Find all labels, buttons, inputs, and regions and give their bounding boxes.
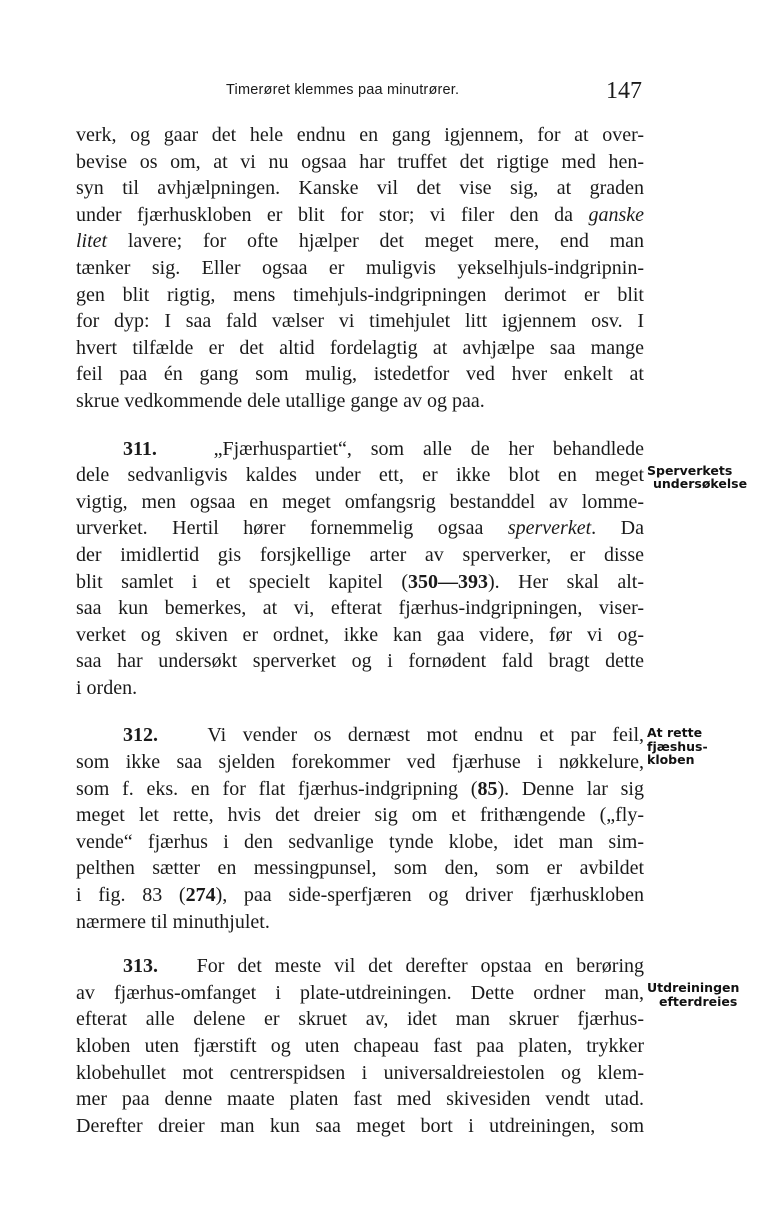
section-first-line (76, 722, 644, 749)
text-line: saa har undersøkt sperverket og i fornødent fald bragt dette (76, 650, 644, 673)
paragraph-gap (76, 701, 644, 722)
section-313 (76, 953, 740, 1139)
section-first-line-text: For det meste vil det derefter opstaa en berøring (196, 955, 645, 978)
margin-note-at-rette-fjaeshuskloben (647, 726, 708, 767)
margin-note-line: kloben (647, 752, 695, 768)
margin-note-sperverkets-undersokelse (647, 464, 747, 491)
text-line: Derefter dreier man kun saa meget bort i utdreiningen, som (76, 1114, 644, 1137)
text-line: skrue vedkommende dele utallige gange av og paa. (76, 389, 485, 412)
margin-note-line: efterdreies (659, 993, 738, 1009)
paragraph-continuation (76, 122, 644, 415)
text-line: for dyp: I saa fald vælser vi timehjulet litt igjennem osv. I (76, 310, 644, 333)
section-first-line-text: „Fjærhuspartiet“, som alle de her behandlede (213, 437, 644, 460)
section-312 (76, 722, 708, 935)
text-line: verket og skiven er ordnet, ikke kan gaa videre, før vi og- (76, 623, 644, 646)
section-first-line (76, 953, 644, 980)
text-line: av fjærhus-omfanget i plate-utdreiningen. Dette ordner man, (76, 981, 644, 1004)
margin-note-line: Sperverkets (647, 462, 733, 478)
text-line-bold-ref: blit samlet i et specielt kapitel (350—393). Her skal alt- (76, 570, 644, 593)
running-head (76, 78, 644, 108)
paragraph-gap (76, 415, 644, 436)
section-311 (76, 436, 748, 702)
body-text (76, 122, 748, 1139)
text-line: saa kun bemerkes, at vi, efterat fjærhus-indgripningen, viser- (76, 597, 644, 620)
text-line: gen blit rigtig, mens timehjuls-indgripningen derimot er blit (76, 283, 644, 306)
text-line: pelthen sætter en messingpunsel, som den, som er avbildet (76, 857, 644, 880)
text-line: dele sedvanligvis kaldes under ett, er ikke blot en meget (76, 464, 644, 487)
text-line: meget let rette, hvis det dreier sig om et frithængende („fly- (76, 804, 644, 827)
section-number: 313. (123, 955, 158, 978)
margin-note-line: Utdreiningen (647, 980, 740, 996)
text-line: syn til avhjælpningen. Kanske vil det vise sig, at graden (76, 177, 644, 200)
text-line: vende“ fjærhus i den sedvanlige tynde klobe, idet man sim- (76, 830, 644, 853)
text-line: tænker sig. Eller ogsaa er muligvis yekselhjuls-indgripnin- (76, 256, 644, 279)
running-title: Timerøret klemmes paa minutrører. (226, 82, 460, 98)
margin-note-line: fjæshus- (647, 738, 708, 754)
section-first-line-text: Vi vender os dernæst mot endnu et par feil, (207, 724, 645, 747)
text-line: hvert tilfælde er det altid fordelagtig at avhjælpe saa mange (76, 336, 644, 359)
page-number: 147 (606, 78, 642, 104)
text-line: klobehullet mot centrerspidsen i universaldreiestolen og klem- (76, 1061, 644, 1084)
text-line: bevise os om, at vi nu ogsaa har truffet det rigtige med hen- (76, 150, 644, 173)
section-number: 311. (123, 437, 157, 460)
text-line-italic-ganske: under fjærhuskloben er blit for stor; vi filer den da ganske (76, 203, 644, 226)
text-line: der imidlertid gis forsjkellige arter av sperverker, er disse (76, 543, 644, 566)
text-line: verk, og gaar det hele endnu en gang igjennem, for at over- (76, 124, 644, 146)
text-line: vigtig, men ogsaa en meget omfangsrig bestanddel av lomme- (76, 490, 644, 513)
text-line: som ikke saa sjelden forekommer ved fjærhuse i nøkkelure, (76, 751, 644, 774)
margin-note-utdreiningen-efterdreies (647, 981, 739, 1008)
text-line: nærmere til minuthjulet. (76, 910, 270, 933)
text-line: efterat alle delene er skruet av, idet man skruer fjærhus- (76, 1008, 644, 1031)
section-first-line (76, 436, 644, 463)
text-line: feil paa én gang som mulig, istedetfor ved hver enkelt at (76, 363, 644, 386)
text-line-italic-litet: litet lavere; for ofte hjælper det meget mere, end man (76, 230, 644, 253)
text-line-italic-sperverket: urverket. Hertil hører fornemmelig ogsaa sperverket. Da (76, 517, 644, 540)
text-line: i orden. (76, 676, 138, 699)
text-line: kloben uten fjærstift og uten chapeau fast paa platen, trykker (76, 1035, 644, 1057)
margin-note-line: undersøkelse (653, 476, 748, 492)
text-line-bold-ref: som f. eks. en for flat fjærhus-indgripning (85). Denne lar sig (76, 777, 644, 800)
paragraph-gap (76, 935, 644, 953)
text-line-bold-ref: i fig. 83 (274), paa side-sperfjæren og driver fjærhuskloben (76, 884, 644, 907)
section-number: 312. (123, 724, 158, 747)
text-line: mer paa denne maate platen fast med skivesiden vendt utad. (76, 1088, 644, 1111)
margin-note-line: At rette (647, 725, 703, 741)
